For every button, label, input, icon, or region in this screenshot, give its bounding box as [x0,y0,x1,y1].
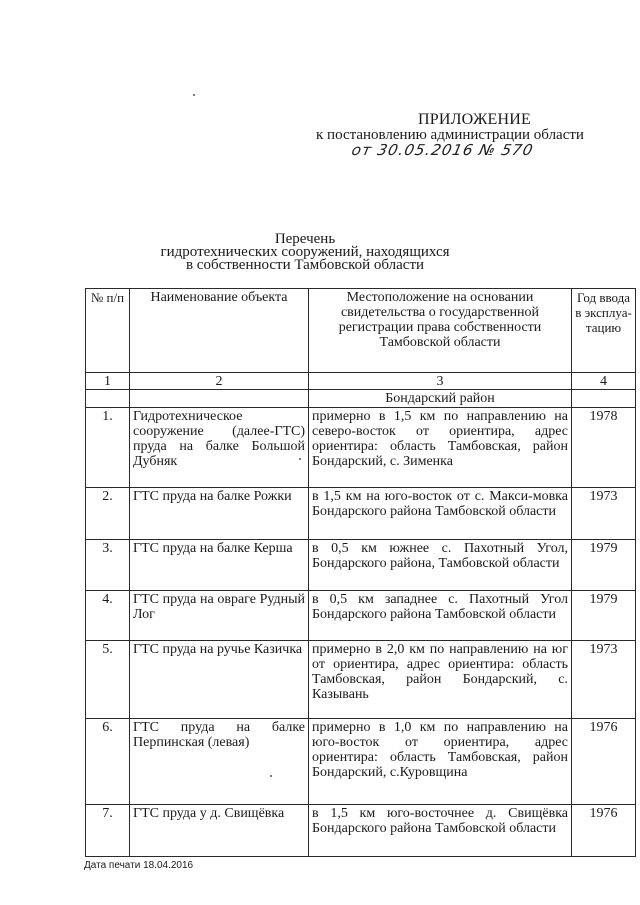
column-number: 1 [86,373,130,390]
table-row [86,805,636,857]
row-name: ГТС пруда у д. Свищёвка [130,805,309,857]
appendix-subtitle: к постановлению администрации области [316,127,584,143]
row-location: в 1,5 км юго-восточнее д. Свищёвка Бондарского района Тамбовской области [309,805,572,857]
row-location: в 1,5 км на юго-восток от с. Макси-мовка Бондарского района Тамбовской области [309,488,572,540]
row-year: 1978 [572,408,636,488]
row-location: примерно в 2,0 км по направлению на юг от ориентира, адрес ориентира: область Тамбовская, район Бондарский, с. Казывань [309,641,572,719]
row-year: 1973 [572,488,636,540]
row-year: 1976 [572,719,636,805]
table-row [86,641,636,719]
row-location: примерно в 1,5 км по направлению на северо-восток от ориентира, адрес ориентира: область Тамбовская, район Бондарский, с. Зименка [309,408,572,488]
column-number: 3 [309,373,572,390]
row-num: 1. [86,408,130,488]
row-year: 1976 [572,805,636,857]
row-name: Гидротехническое сооружение (далее-ГТС) пруда на балке Большой Дубняк [130,408,309,488]
row-year: 1973 [572,641,636,719]
table-row [86,719,636,805]
row-location: примерно в 1,0 км по направлению на юго-восток от ориентира, адрес ориентира: область Тамбовская, район Бондарский, с.Куровщина [309,719,572,805]
table-header-row [86,289,636,373]
row-num: 6. [86,719,130,805]
col-header-year: Год ввода в эксплуа-тацию [572,289,636,373]
column-number: 4 [572,373,636,390]
row-name: ГТС пруда на ручье Казичка [130,641,309,719]
table-row [86,540,636,591]
row-location: в 0,5 км южнее с. Пахотный Угол, Бондарского района, Тамбовской области [309,540,572,591]
col-header-location: Местоположение на основании свидетельства о государственной регистрации права собственности Тамбовской области [309,289,572,373]
scan-speck [270,775,272,777]
handwritten-date-number: от 30.05.2016 № 570 [350,141,536,159]
row-location: в 0,5 км западнее с. Пахотный Угол Бондарского района Тамбовской области [309,591,572,641]
row-num: 7. [86,805,130,857]
scan-speck [193,94,195,96]
district-row [86,390,636,408]
row-name: ГТС пруда на балке Рожки [130,488,309,540]
row-num: 5. [86,641,130,719]
column-number-row [86,373,636,390]
table-row [86,591,636,641]
structures-table [85,288,636,857]
column-number: 2 [130,373,309,390]
list-title-line1: Перечень [274,231,336,247]
row-name: ГТС пруда на балке Перпинская (левая) [130,719,309,805]
col-header-name: Наименование объекта [130,289,309,373]
col-header-num: № п/п [86,289,130,373]
print-date: Дата печати 18.04.2016 [84,860,194,871]
table-row [86,408,636,488]
list-title-line2: гидротехнических сооружений, находящихся [160,244,450,260]
row-year: 1979 [572,540,636,591]
row-num: 3. [86,540,130,591]
row-name: ГТС пруда на овраге Рудный Лог [130,591,309,641]
list-title-line3: в собственности Тамбовской области [185,257,425,273]
row-num: 4. [86,591,130,641]
row-num: 2. [86,488,130,540]
row-year: 1979 [572,591,636,641]
row-name: ГТС пруда на балке Керша [130,540,309,591]
scan-speck [299,458,301,460]
district-name: Бондарский район [309,390,572,408]
table-row [86,488,636,540]
appendix-title: ПРИЛОЖЕНИЕ [418,111,532,128]
